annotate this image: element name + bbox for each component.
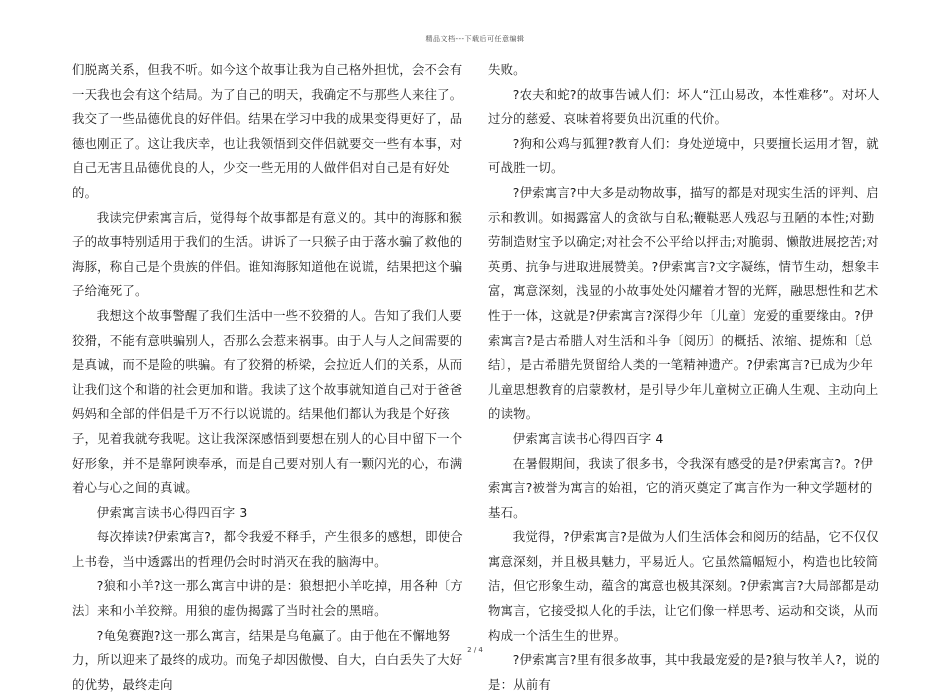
section-heading: 伊索寓言读书心得四百字 4 [512, 430, 664, 446]
paragraph: ?伊索寓言?中大多是动物故事，描写的都是对现实生活的评判、启示和教训。如揭露富人的贪欲与自私;鞭鞑恶人残忍与丑陋的本性;对勤劳制造财宝予以确定;对社会不公平给以抨击;对脆弱、懒散进展挖苦;对英勇、抗争与进取进展赞美。?伊索寓言?文字凝练，情节生动，想象丰富，寓意深刻，浅显的小故事处处闪耀着才智的光辉，融思想性和艺术性于一体，这就是?伊索寓言?深得少年〔儿童〕宠爱的重要缘由。?伊索寓言?是古希腊人对生活和斗争〔阅历〕的概括、浓缩、提炼和〔总结〕，是古希腊先贤留给人类的一笔精神遗产。?伊索寓言?已成为少年儿童思想教育的启蒙教材，是引导少年儿童树立正确人生观、主动向上的读物。 [488, 184, 880, 422]
paragraph: ?伊索寓言?里有很多故事，其中我最宠爱的是?狼与牧羊人?，说的是：从前有 [488, 652, 880, 692]
paragraph: 我想这个故事警醒了我们生活中一些不狡猾的人。告知了我们人要狡猾，不能有意哄骗别人，否那么会惹来祸事。由于人与人之间需要的是真诚，而不是险的哄骗。有了狡猾的桥梁，会拉近人们的关系，从而让我们这个和谐的社会更加和谐。我读了这个故事就知道自己对于爸爸妈妈和全部的伴侣是千万不行以说谎的。结果他们都认为我是个好孩子，见着我就夸我呢。这让我深深感悟到要想在别人的心目中留下一个好形象，并不是靠阿谀奉承，而是自己要对别人有一颗闪光的心，布满着心与心之间的真诚。 [72, 307, 463, 496]
section-heading: 伊索寓言读书心得四百字 3 [96, 504, 248, 520]
paragraph: ?龟兔赛跑?这一那么寓言，结果是乌龟赢了。由于他在不懈地努力，所以迎来了最终的成功。而兔子却因傲慢、自大，白白丢失了大好的优势，最终走向 [72, 627, 463, 692]
left-column [72, 58, 464, 697]
page-number: 2 / 4 [467, 646, 483, 654]
paragraph: ?农夫和蛇?的故事告诫人们：坏人“江山易改，本性难移”。对坏人过分的慈爱、哀味着将要负出沉重的代价。 [488, 86, 880, 127]
right-column [488, 58, 880, 697]
paragraph: ?狗和公鸡与狐狸?教育人们：身处逆境中，只要擅长运用才智，就可战胜一切。 [488, 135, 879, 176]
paragraph: 们脱离关系，但我不听。如今这个故事让我为自己格外担忧，会不会有一天我也会有这个结局。为了自己的明天，我确定不与那些人来往了。我交了一些品德优良的好伴侣。结果在学习中我的成果变得更好了，品德也刚正了。这让我庆幸，也让我领悟到交伴侣就要交一些有本事，对自己无害且品德优良的人，少交一些无用的人做伴侣对自己是有好处的。 [72, 62, 463, 200]
paragraph: 我觉得，?伊索寓言?是做为人们生活体会和阅历的结晶，它不仅仅寓意深刻，并且极具魅力，平易近人。它虽然篇幅短小，构造也比较简洁，但它形象生动，蕴含的寓意也极其深刻。?伊索寓言?大局部都是动物寓言，它接受拟人化的手法，让它们像一样思考、运动和交谈，从而构成一个活生生的世界。 [488, 529, 880, 643]
paragraph: ?狼和小羊?这一那么寓言中讲的是：狼想把小羊吃掉，用各种〔方法〕来和小羊狡辩。用狼的虚伪揭露了当时社会的黑暗。 [72, 578, 463, 619]
paragraph: 失败。 [488, 62, 526, 77]
paragraph: 在暑假期间，我读了很多书，令我深有感受的是?伊索寓言?。?伊索寓言?被誉为寓言的始祖，它的消灭奠定了寓言作为一种文学题材的基石。 [488, 455, 874, 520]
paragraph: 我读完伊索寓言后，觉得每个故事都是有意义的。其中的海豚和猴子的故事特别适用于我们的生活。讲诉了一只猴子由于落水骗了救他的海豚，称自己是个贵族的伴侣。谁知海豚知道他在说谎，结果把这个骗子给淹死了。 [72, 209, 463, 299]
page-header-note: 精品文档---下载后可任意编辑 [425, 35, 525, 43]
paragraph: 每次捧读?伊索寓言?，都令我爱不释手，产生很多的感想，即使合上书卷，当中透露出的哲理仍会时时消灭在我的脑海中。 [72, 529, 463, 569]
